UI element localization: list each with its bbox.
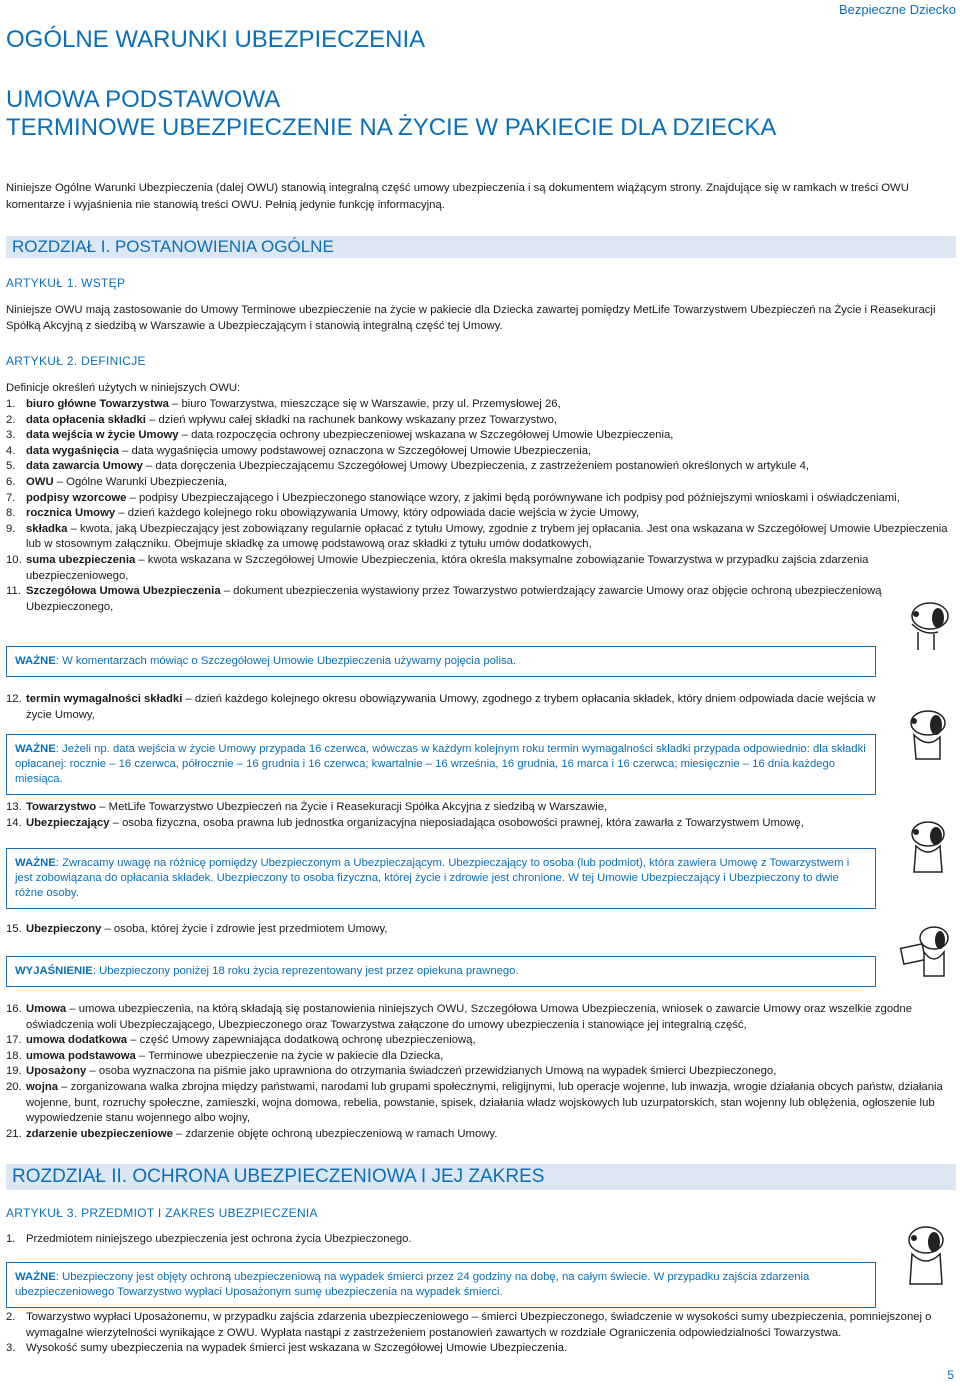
note-box-important-1 xyxy=(6,646,876,677)
note-keyword: WAŻNE xyxy=(15,857,56,869)
document-subtitle xyxy=(6,86,776,142)
item-text: – część Umowy zapewniająca dodatkową ochronę ubezpieczeniową, xyxy=(127,1034,476,1047)
item-term: Towarzystwo xyxy=(26,801,97,813)
item-text: Przedmiotem niniejszego ubezpieczenia jest ochrona życia Ubezpieczonego. xyxy=(26,1233,412,1245)
page-number: 5 xyxy=(947,1368,954,1382)
item-term: Ubezpieczający xyxy=(26,816,110,829)
item-number: 12. xyxy=(6,693,22,705)
chapter-2-heading: ROZDZIAŁ II. OCHRONA UBEZPIECZENIOWA I JEJ ZAKRES xyxy=(6,1164,956,1190)
note-keyword: WYJAŚNIENIE xyxy=(15,965,93,977)
subtitle-line-2: TERMINOWE UBEZPIECZENIE NA ŻYCIE W PAKIECIE DLA DZIECKA xyxy=(6,114,777,141)
item-text: – kwota wskazana w Szczegółowej Umowie Ubezpieczenia, która określa maksymalne zobowiązanie Towarzystwa w przypadku zajścia zdarzenia ubezpieczeniowego, xyxy=(26,553,869,582)
item-number: 2. xyxy=(6,1311,16,1323)
item-number: 15. xyxy=(6,923,22,935)
item-number: 14. xyxy=(6,816,22,829)
item-text: – zorganizowana walka zbrojna między państwami, narodami lub grupami społecznymi, religijnymi, lub operacje wojenne, lub inwazja, wrogie działania obcych państw, działania wojenne, bunt, rozruchy społeczne, zamieszki, wojna domowa, rebelia, powstanie, spisek, działania władz wojskowych lub uzurpatorskich, stan wojenny lub oblężenia, ogłoszenie lub wypowiedzenie stanu wojennego albo wojny, xyxy=(26,1080,943,1125)
list-item xyxy=(6,459,956,475)
note-text: : Zwracamy uwagę na różnicę pomiędzy Ubezpieczonym a Ubezpieczającym. Ubezpieczający to osoba (lub podmiot), która zawiera Umowę z Towarzystwem i jest zobowiązana do opłacania składek. Ubezpieczony to osoba fizyczna, której życie i zdrowie jest chronione. W tej Umowie Ubezpieczający i Ubezpieczony to dwie różne osoby. xyxy=(15,857,850,899)
note-keyword: WAŻNE xyxy=(15,743,56,755)
item-text: – osoba, której życie i zdrowie jest przedmiotem Umowy, xyxy=(101,923,388,935)
item-term: umowa dodatkowa xyxy=(26,1034,128,1047)
list-item xyxy=(6,506,956,522)
item-term: rocznica Umowy xyxy=(26,507,116,520)
item-text: – data doręczenia Ubezpieczającemu Szczegółowej Umowy Ubezpieczenia, z zastrzeżeniem postanowień określonych w artykule 4, xyxy=(142,460,809,473)
item-term: OWU xyxy=(26,475,54,488)
list-item xyxy=(6,444,956,460)
note-box-important-2 xyxy=(6,734,876,795)
item-number: 13. xyxy=(6,801,22,813)
note-box-important-3 xyxy=(6,848,876,909)
article-3-items xyxy=(6,1310,956,1357)
item-number: 18. xyxy=(6,1049,22,1062)
item-number: 10. xyxy=(6,553,22,566)
item-number: 4. xyxy=(6,444,16,457)
item-number: 5. xyxy=(6,460,16,473)
item-number: 8. xyxy=(6,507,16,520)
note-text: : W komentarzach mówiąc o Szczegółowej Umowie Ubezpieczenia używamy pojęcia polisa. xyxy=(55,655,517,667)
list-item xyxy=(6,584,956,615)
item-number: 21. xyxy=(6,1127,22,1140)
item-number: 9. xyxy=(6,522,16,535)
list-item xyxy=(6,413,956,429)
definition-12 xyxy=(6,692,886,723)
item-text: – data rozpoczęcia ochrony ubezpieczeniowej wskazana w Szczegółowej Umowie Ubezpieczenia, xyxy=(178,429,674,442)
subtitle-line-1: UMOWA PODSTAWOWA xyxy=(6,86,281,113)
article-2-intro: Definicje określeń użytych w niniejszych OWU: xyxy=(6,382,241,394)
list-item xyxy=(6,553,956,584)
note-text: : Ubezpieczony poniżej 18 roku życia reprezentowany jest przez opiekuna prawnego. xyxy=(92,965,519,977)
item-number: 3. xyxy=(6,1342,16,1355)
list-item xyxy=(6,1341,956,1357)
list-item xyxy=(6,475,956,491)
chapter-1-heading: ROZDZIAŁ I. POSTANOWIENIA OGÓLNE xyxy=(6,236,956,258)
item-term: podpisy wzorcowe xyxy=(26,491,127,504)
definitions-list-a xyxy=(6,397,956,615)
item-term: składka xyxy=(26,522,68,535)
item-text: – kwota, jaką Ubezpieczający jest zobowiązany regularnie opłacać z tytułu Umowy, zgodnie z trybem jej opłacania. Jest ona wskazana w Szczegółowej Umowie Ubezpieczenia lub w stosownym załączniku. Obejmuje składkę za umowę podstawową oraz składki z tytułu umów dodatkowych, xyxy=(26,522,948,551)
list-item xyxy=(6,428,956,444)
document-title: OGÓLNE WARUNKI UBEZPIECZENIA xyxy=(6,26,426,53)
list-item xyxy=(6,522,956,553)
item-term: data wygaśnięcia xyxy=(26,444,119,457)
item-text: – Ogólne Warunki Ubezpieczenia, xyxy=(53,475,228,488)
item-text: – Terminowe ubezpieczenie na życie w pakiecie dla Dziecka, xyxy=(135,1049,444,1062)
list-item xyxy=(6,1232,956,1248)
item-number: 11. xyxy=(6,585,21,598)
note-text: : Jeżeli np. data wejścia w życie Umowy przypada 16 czerwca, wówczas w każdym kolejnym roku termin wymagalności składki przypada odpowiednio: dla składki opłacanej: rocznie – 16 czerwca, półrocznie – 16 grudnia i 16 czerwca; kwartalnie – 16 września, 16 grudnia, 16 marca i 16 czerwca; miesięcznie – 16 dnia każdego miesiąca. xyxy=(15,743,866,785)
item-term: Szczegółowa Umowa Ubezpieczenia xyxy=(26,585,221,598)
item-number: 17. xyxy=(6,1034,22,1047)
article-3-item-1 xyxy=(6,1232,956,1248)
article-2-title: ARTYKUŁ 2. DEFINICJE xyxy=(6,354,146,368)
item-term: suma ubezpieczenia xyxy=(26,553,136,566)
item-number: 2. xyxy=(6,413,16,426)
item-term: zdarzenie ubezpieczeniowe xyxy=(26,1127,173,1140)
item-term: data wejścia w życie Umowy xyxy=(26,429,179,442)
note-keyword: WAŻNE xyxy=(15,655,56,667)
item-term: Uposażony xyxy=(26,1065,87,1078)
item-text: – dzień każdego kolejnego roku obowiązywania Umowy, który odpowiada dacie wejścia w życie Umowy, xyxy=(115,507,640,520)
note-box-explanation xyxy=(6,956,876,987)
item-text: – osoba fizyczna, osoba prawna lub jednostka organizacyjna nieposiadająca osobowości prawnej, która zawarła z Towarzystwem Umowę, xyxy=(109,816,804,829)
item-number: 1. xyxy=(6,1233,16,1245)
list-item xyxy=(6,816,956,832)
item-number: 16. xyxy=(6,1003,22,1015)
list-item xyxy=(6,1080,956,1127)
item-text: Wysokość sumy ubezpieczenia na wypadek śmierci jest wskazana w Szczegółowej Umowie Ubezpieczenia. xyxy=(26,1342,568,1355)
snoopy-illustration-icon xyxy=(894,596,956,652)
list-item xyxy=(6,397,956,413)
item-number: 7. xyxy=(6,491,16,504)
list-item xyxy=(6,922,956,938)
item-text: Towarzystwo wypłaci Uposażonemu, w przypadku zajścia zdarzenia ubezpieczeniowego – śmierci Ubezpieczonego, świadczenie w wysokości sumy ubezpieczenia, pomniejszonej o wymagalne wierzytelności wynikające z OWU. Wypłata nastąpi z zastrzeżeniem postanowień zawartych w rozdziale Ograniczenia odpowiedzialności Towarzystwa. xyxy=(26,1311,932,1339)
item-term: Ubezpieczony xyxy=(26,923,102,935)
snoopy-illustration-icon xyxy=(894,922,956,978)
note-text: : Ubezpieczony jest objęty ochroną ubezpieczeniową na wypadek śmierci przez 24 godziny na dobę, na całym świecie. W przypadku zajścia zdarzenia ubezpieczeniowego Towarzystwo wypłaci Uposażonym sumę ubezpieczenia na wypadek śmierci. xyxy=(15,1271,810,1298)
item-number: 19. xyxy=(6,1065,22,1078)
article-3-title: ARTYKUŁ 3. PRZEDMIOT I ZAKRES UBEZPIECZENIA xyxy=(6,1206,318,1220)
item-text: – osoba wyznaczona na piśmie jako uprawniona do otrzymania świadczeń przewidzianych Umową na wypadek śmierci Ubezpieczonego, xyxy=(86,1065,777,1078)
list-item xyxy=(6,1049,956,1065)
item-text: – dzień każdego kolejnego okresu obowiązywania Umowy, zgodnego z trybem opłacania składek, który dniem odpowiada dacie wejścia w życie Umowy, xyxy=(26,693,876,721)
article-1-text: Niniejsze OWU mają zastosowanie do Umowy Terminowe ubezpieczenie na życie w pakiecie dla Dziecka zawartej pomiędzy MetLife Towarzystwem Ubezpieczeń na Życie i Reasekuracji Spółką Akcyjną z siedzibą w Warszawie a Ubezpieczającym i stanowią integralną część tej Umowy. xyxy=(6,304,936,332)
item-text: – dokument ubezpieczenia wystawiony przez Towarzystwo potwierdzający zawarcie Umowy oraz objęcie ochroną ubezpieczeniową Ubezpieczonego, xyxy=(26,585,882,613)
brand-name: Bezpieczne Dziecko xyxy=(838,2,956,17)
item-number: 6. xyxy=(6,475,16,488)
snoopy-illustration-icon xyxy=(894,818,956,874)
item-term: data zawarcia Umowy xyxy=(26,460,143,473)
note-box-important-4 xyxy=(6,1262,876,1308)
definition-15 xyxy=(6,922,956,938)
snoopy-illustration-icon xyxy=(894,1222,956,1286)
list-item xyxy=(6,692,886,723)
item-text: – zdarzenie objęte ochroną ubezpieczeniową w ramach Umowy. xyxy=(172,1127,498,1140)
list-item xyxy=(6,1002,956,1033)
definitions-list-c xyxy=(6,1002,956,1142)
item-text: – data wygaśnięcia umowy podstawowej oznaczona w Szczegółowej Umowie Ubezpieczenia, xyxy=(118,444,592,457)
item-number: 3. xyxy=(6,429,16,442)
item-text: – dzień wpływu całej składki na rachunek bankowy wskazany przez Towarzystwo, xyxy=(145,413,557,426)
list-item xyxy=(6,1064,956,1080)
item-term: biuro główne Towarzystwa xyxy=(26,398,169,410)
list-item xyxy=(6,1127,956,1143)
definitions-list-b xyxy=(6,800,956,831)
item-text: – umowa ubezpieczenia, na którą składają się postanowienia niniejszych OWU, Szczegółowa Umowa Ubezpieczenia, wniosek o zawarcie Umowy oraz wszelkie zgodne oświadczenia woli Ubezpieczającego, Ubezpieczonego oraz Towarzystwa załączone do umowy ubezpieczenia i stanowiące jej integralną część, xyxy=(26,1003,912,1031)
list-item xyxy=(6,1310,956,1341)
item-number: 1. xyxy=(6,398,16,410)
list-item xyxy=(6,491,956,507)
item-text: – MetLife Towarzystwo Ubezpieczeń na Życie i Reasekuracji Spółka Akcyjna z siedzibą w Warszawie, xyxy=(96,801,608,813)
item-term: termin wymagalności składki xyxy=(26,693,183,705)
intro-paragraph: Niniejsze Ogólne Warunki Ubezpieczenia (dalej OWU) stanowią integralną część umowy ubezpieczenia i są dokumentem wiążącym strony. Znajdujące się w ramkach w treści OWU komentarze i wyjaśnienia nie stanowią treści OWU. Pełnią jedynie funkcję informacyjną. xyxy=(6,182,909,211)
list-item xyxy=(6,800,956,816)
item-term: Umowa xyxy=(26,1003,67,1015)
item-term: umowa podstawowa xyxy=(26,1049,136,1062)
list-item xyxy=(6,1033,956,1049)
note-keyword: WAŻNE xyxy=(15,1271,56,1283)
item-text: – biuro Towarzystwa, mieszczące się w Warszawie, przy ul. Przemysłowej 26, xyxy=(168,398,561,410)
item-text: – podpisy Ubezpieczającego i Ubezpieczonego stanowiące wzory, z jakimi będą porównywane ich podpisy pod późniejszymi wnioskami i oświadczeniami, xyxy=(126,491,900,504)
item-term: data opłacenia składki xyxy=(26,413,146,426)
snoopy-illustration-icon xyxy=(894,705,956,761)
item-term: wojna xyxy=(26,1080,59,1093)
item-number: 20. xyxy=(6,1080,22,1093)
article-1-title: ARTYKUŁ 1. WSTĘP xyxy=(6,276,126,290)
